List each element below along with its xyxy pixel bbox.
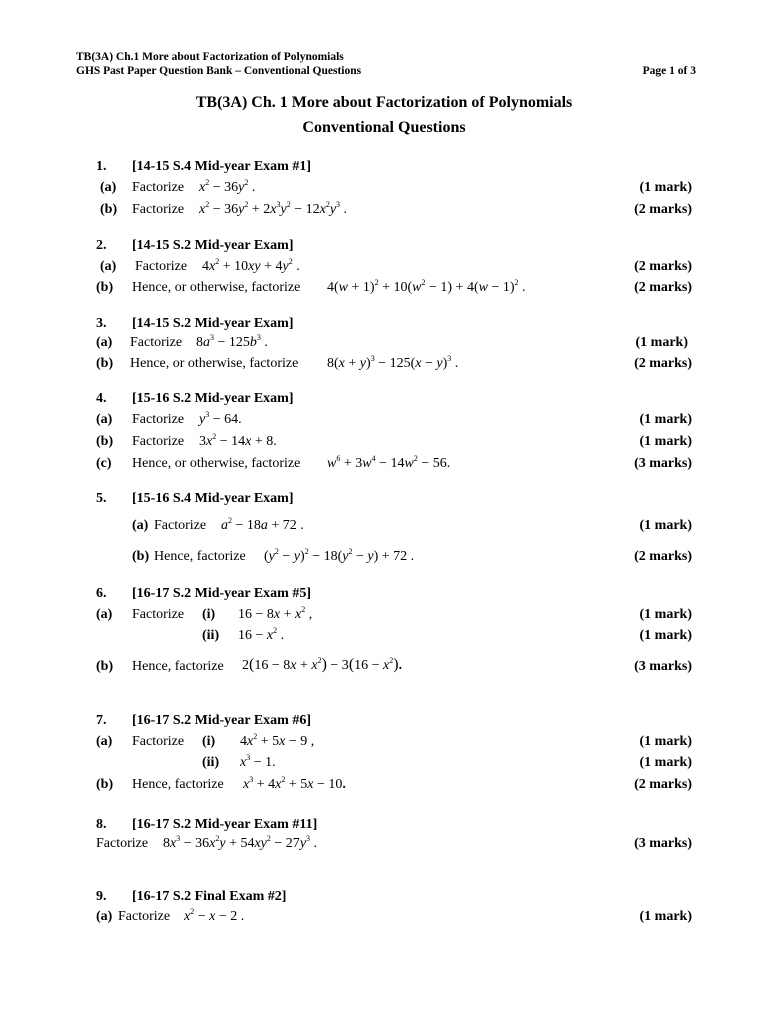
- marks: (1 mark): [639, 909, 692, 924]
- question-number: 6.: [96, 586, 107, 601]
- part-instruction: Factorize: [96, 836, 149, 851]
- question-number: 2.: [96, 238, 107, 253]
- part-instruction: Factorize: [135, 259, 188, 274]
- part-instruction: Factorize: [132, 734, 185, 749]
- question-source: [14-15 S.2 Mid-year Exam]: [132, 316, 294, 331]
- question-source: [16-17 S.2 Mid-year Exam #5]: [132, 586, 311, 601]
- marks: (3 marks): [634, 836, 692, 851]
- part-instruction: Factorize: [132, 180, 185, 195]
- math-expression: $3x^2 - 14x + 8$.: [199, 432, 277, 449]
- marks: (1 mark): [639, 434, 692, 449]
- question-source: [15-16 S.2 Mid-year Exam]: [132, 391, 294, 406]
- document-title: TB(3A) Ch. 1 More about Factorization of Polynomials: [195, 94, 573, 111]
- math-expression: $x^2 - x - 2$ .: [184, 907, 245, 924]
- question-source: [15-16 S.4 Mid-year Exam]: [132, 491, 294, 506]
- header-line-2: GHS Past Paper Question Bank – Conventional Questions: [76, 65, 362, 77]
- part-instruction: Factorize: [130, 335, 183, 350]
- marks: (2 marks): [634, 280, 692, 295]
- part-instruction: Hence, or otherwise, factorize: [130, 356, 299, 371]
- part-instruction: Factorize: [132, 607, 185, 622]
- part-instruction: Factorize: [132, 412, 185, 427]
- part-instruction: Hence, factorize: [132, 777, 224, 792]
- subpart-label: (i): [202, 734, 216, 749]
- part-label: (a): [132, 518, 149, 533]
- math-expression: $a^2 - 18a + 72$ .: [221, 516, 304, 533]
- header-line-1: TB(3A) Ch.1 More about Factorization of Polynomials: [76, 51, 344, 63]
- question-source: [14-15 S.4 Mid-year Exam #1]: [132, 159, 311, 174]
- part-label: (b): [96, 434, 114, 449]
- marks: (2 marks): [634, 202, 692, 217]
- math-expression: $16 - x^2$ .: [238, 626, 285, 643]
- part-label: (a): [96, 607, 113, 622]
- part-label: (b): [100, 202, 118, 217]
- marks: (3 marks): [634, 659, 692, 674]
- subpart-label: (ii): [202, 628, 220, 643]
- question-number: 4.: [96, 391, 107, 406]
- math-expression: $(y^2 - y)^2 - 18(y^2 - y) + 72$ .: [264, 547, 415, 564]
- marks: (1 mark): [635, 335, 688, 350]
- marks: (2 marks): [634, 777, 692, 792]
- part-instruction: Hence, factorize: [132, 659, 224, 674]
- part-label: (b): [96, 280, 114, 295]
- question-number: 1.: [96, 159, 107, 174]
- marks: (2 marks): [634, 259, 692, 274]
- part-label: (b): [132, 549, 150, 564]
- marks: (2 marks): [634, 356, 692, 371]
- marks: (1 mark): [639, 518, 692, 533]
- math-expression: $4(w + 1)^2 + 10(w^2 - 1) + 4(w - 1)^2$ .: [327, 278, 526, 295]
- math-expression: $4x^2 + 5x - 9$ ,: [240, 732, 315, 749]
- part-instruction: Factorize: [118, 909, 171, 924]
- question-source: [14-15 S.2 Mid-year Exam]: [132, 238, 294, 253]
- question-source: [16-17 S.2 Final Exam #2]: [132, 889, 287, 904]
- marks: (1 mark): [639, 412, 692, 427]
- marks: (1 mark): [639, 734, 692, 749]
- part-label: (c): [96, 456, 112, 471]
- subpart-label: (i): [202, 607, 216, 622]
- math-expression: $w^6 + 3w^4 - 14w^2 - 56$.: [327, 454, 451, 471]
- part-instruction: Factorize: [132, 202, 185, 217]
- math-expression: $16 - 8x + x^2$ ,: [238, 605, 313, 622]
- math-expression: $4x^2 + 10xy + 4y^2$ .: [202, 257, 300, 274]
- subpart-label: (ii): [202, 755, 220, 770]
- part-label: (a): [96, 335, 113, 350]
- part-label: (b): [96, 777, 114, 792]
- question-source: [16-17 S.2 Mid-year Exam #11]: [132, 817, 318, 832]
- part-label: (b): [96, 659, 114, 674]
- question-number: 7.: [96, 713, 107, 728]
- question-number: 5.: [96, 491, 107, 506]
- marks: (1 mark): [639, 607, 692, 622]
- part-label: (a): [96, 412, 113, 427]
- part-label: (a): [100, 180, 117, 195]
- math-expression: $8(x + y)^3 - 125(x - y)^3$ .: [327, 354, 459, 371]
- math-expression: $2(16 - 8x + x^2) - 3(16 - x^2)$.: [242, 656, 403, 673]
- part-label: (b): [96, 356, 114, 371]
- marks: (1 mark): [639, 180, 692, 195]
- marks: (2 marks): [634, 549, 692, 564]
- math-expression: $y^3 - 64$.: [199, 410, 242, 427]
- part-instruction: Factorize: [132, 434, 185, 449]
- marks: (1 mark): [639, 755, 692, 770]
- part-instruction: Hence, or otherwise, factorize: [132, 280, 301, 295]
- math-expression: $x^3 + 4x^2 + 5x - 10$.: [243, 775, 346, 792]
- page-number: Page 1 of 3: [642, 65, 696, 77]
- math-expression: $x^2 - 36y^2 + 2x^3y^2 - 12x^2y^3$ .: [199, 200, 348, 217]
- question-number: 8.: [96, 817, 107, 832]
- part-instruction: Hence, or otherwise, factorize: [132, 456, 301, 471]
- part-label: (a): [96, 909, 113, 924]
- question-source: [16-17 S.2 Mid-year Exam #6]: [132, 713, 311, 728]
- part-instruction: Factorize: [154, 518, 207, 533]
- math-expression: $x^2 - 36y^2$ .: [199, 178, 256, 195]
- part-instruction: Hence, factorize: [154, 549, 246, 564]
- marks: (1 mark): [639, 628, 692, 643]
- math-expression: $x^3 - 1$.: [240, 753, 276, 770]
- marks: (3 marks): [634, 456, 692, 471]
- document-subtitle: Conventional Questions: [302, 119, 466, 136]
- math-expression: $8a^3 - 125b^3$ .: [196, 333, 268, 350]
- question-number: 9.: [96, 889, 107, 904]
- math-expression: $8x^3 - 36x^2y + 54xy^2 - 27y^3$ .: [163, 834, 318, 851]
- part-label: (a): [96, 734, 113, 749]
- part-label: (a): [100, 259, 117, 274]
- question-number: 3.: [96, 316, 107, 331]
- page-header: [76, 50, 696, 78]
